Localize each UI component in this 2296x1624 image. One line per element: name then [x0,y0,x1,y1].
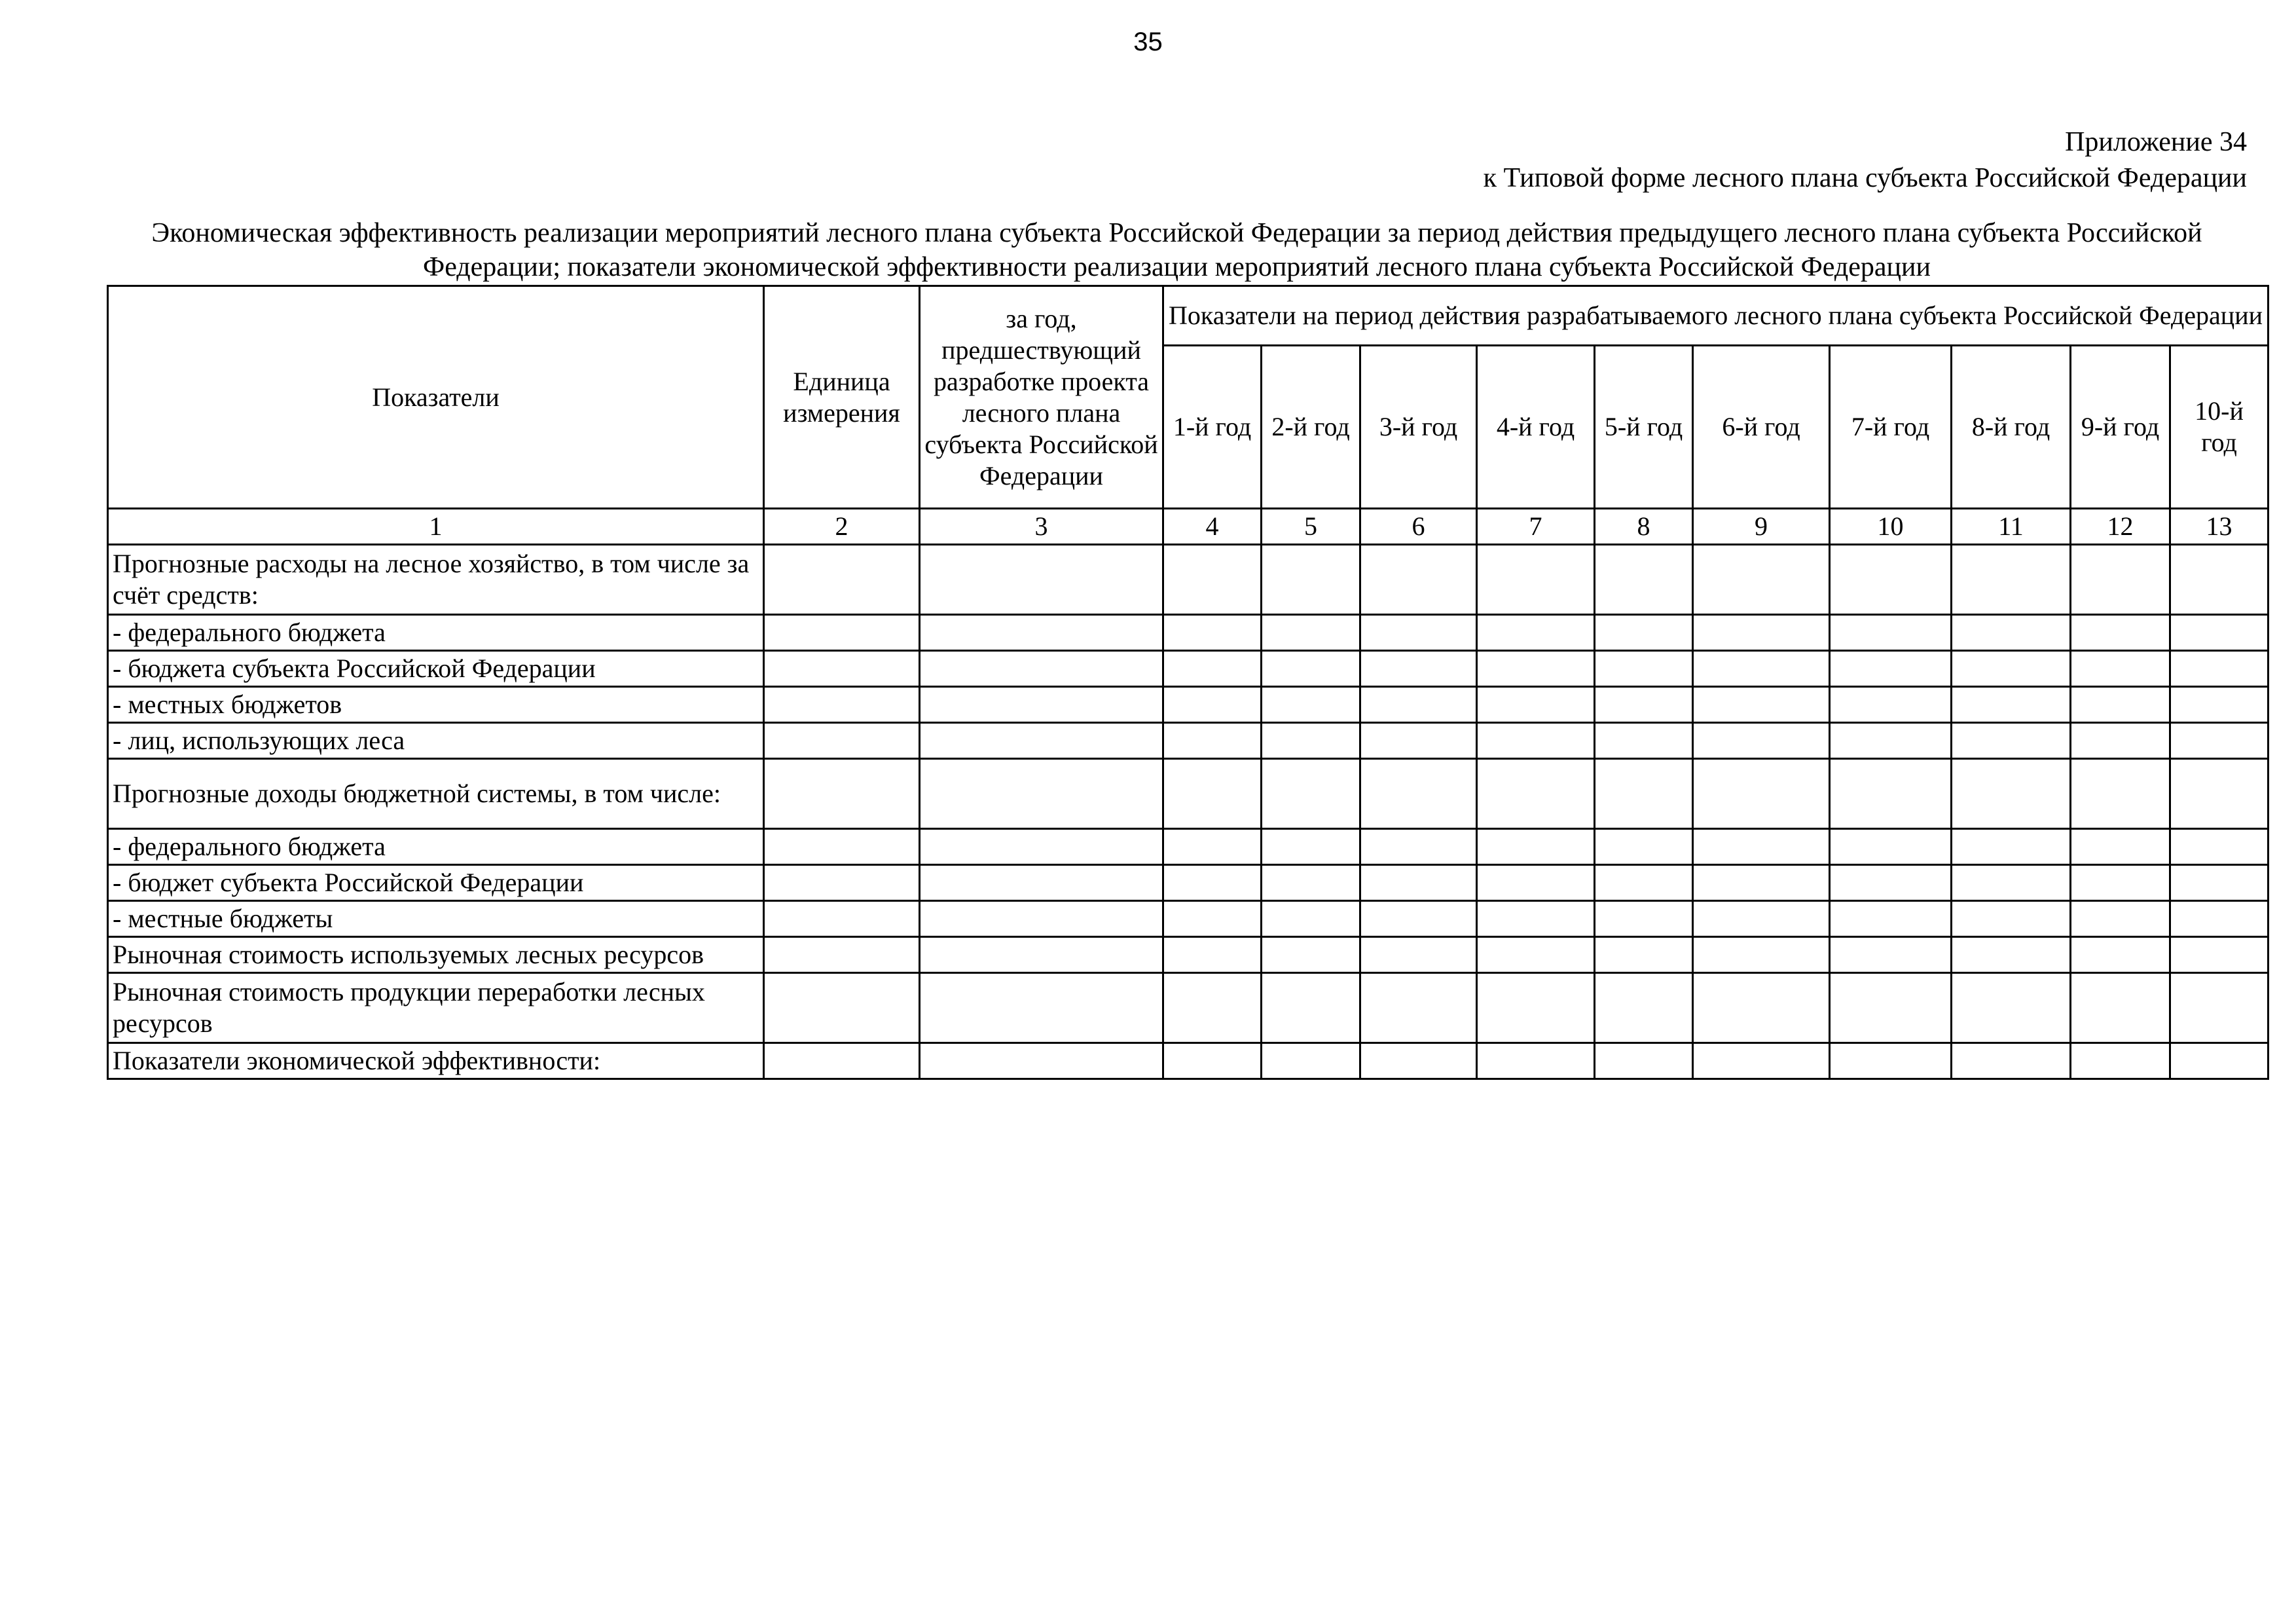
table-cell [1163,829,1262,865]
table-cell [920,1043,1163,1079]
header-year: 2-й год [1262,346,1360,509]
table-cell [2170,723,2269,759]
table-cell [1163,759,1262,829]
table-cell [920,651,1163,687]
appendix-line-2: к Типовой форме лесного плана субъекта Российской Федерации [1483,163,2247,193]
table-cell [1595,973,1693,1043]
header-year: 3-й год [1360,346,1477,509]
column-number: 10 [1830,509,1952,545]
table-cell [1595,651,1693,687]
table-cell [2071,615,2170,651]
table-cell [1595,901,1693,937]
table-row [108,687,2269,723]
document-title: Экономическая эффективность реализации мероприятий лесного плана субъекта Российской Федерации за период действия предыдущего лесного плана субъекта Российской Федерации; показатели экономической эффективности реализации мероприятий лесного плана субъекта Российской Федерации [151,218,2202,282]
table-cell [920,687,1163,723]
row-label: Прогнозные расходы на лесное хозяйство, в том числе за счёт средств: [108,545,764,615]
table-cell [1360,865,1477,901]
table-cell [1595,937,1693,973]
row-label: Показатели экономической эффективности: [108,1043,764,1079]
table-cell [1262,759,1360,829]
header-year: 4-й год [1477,346,1595,509]
table-row [108,723,2269,759]
column-number: 1 [108,509,764,545]
table-cell [1830,615,1952,651]
header-prev-year: за год, предшествующий разработке проекта лесного плана субъекта Российской Федерации [920,286,1163,509]
column-number: 8 [1595,509,1693,545]
row-label: - местные бюджеты [108,901,764,937]
table-cell [1952,723,2071,759]
table-cell [1952,687,2071,723]
table-cell [1595,687,1693,723]
table-cell [764,651,920,687]
table-cell [1163,1043,1262,1079]
table-cell [1693,615,1830,651]
table-cell [1830,973,1952,1043]
table-cell [1830,687,1952,723]
table-cell [1952,901,2071,937]
column-number-row [108,509,2269,545]
table-cell [764,723,920,759]
table-cell [764,901,920,937]
table-cell [764,545,920,615]
table-cell [1477,651,1595,687]
table-cell [1360,759,1477,829]
table-cell [1163,937,1262,973]
table-cell [1477,865,1595,901]
table-row [108,615,2269,651]
column-number: 6 [1360,509,1477,545]
row-label: - местных бюджетов [108,687,764,723]
table-row [108,973,2269,1043]
table-cell [1595,545,1693,615]
table-cell [1595,865,1693,901]
table-row [108,829,2269,865]
header-year: 6-й год [1693,346,1830,509]
table-cell [1163,865,1262,901]
table-cell [1595,615,1693,651]
table-cell [764,615,920,651]
row-label: Прогнозные доходы бюджетной системы, в том числе: [108,759,764,829]
table-cell [2170,973,2269,1043]
table-cell [1262,937,1360,973]
table-cell [1952,759,2071,829]
table-cell [1360,615,1477,651]
table-cell [1952,937,2071,973]
table-row [108,545,2269,615]
row-label: - бюджет субъекта Российской Федерации [108,865,764,901]
table-row [108,1043,2269,1079]
table-cell [1163,973,1262,1043]
table-cell [2170,901,2269,937]
table-cell [2071,829,2170,865]
table-cell [1477,1043,1595,1079]
table-cell [2170,829,2269,865]
table-cell [2071,973,2170,1043]
appendix-note [1484,124,2247,196]
column-number: 9 [1693,509,1830,545]
table-cell [1477,937,1595,973]
table-cell [1163,651,1262,687]
row-label: - лиц, использующих леса [108,723,764,759]
table-cell [920,937,1163,973]
table-cell [2071,1043,2170,1079]
table-cell [1595,829,1693,865]
table-cell [2170,687,2269,723]
table-cell [2170,1043,2269,1079]
table-cell [1595,723,1693,759]
header-year: 10-й год [2170,346,2269,509]
table-cell [2071,937,2170,973]
table-cell [1952,615,2071,651]
table-cell [764,759,920,829]
header-year: 5-й год [1595,346,1693,509]
row-label: - федерального бюджета [108,829,764,865]
table-cell [1477,723,1595,759]
table-cell [1262,865,1360,901]
table-cell [1595,759,1693,829]
table-cell [2170,545,2269,615]
column-number: 12 [2071,509,2170,545]
header-year: 7-й год [1830,346,1952,509]
table-cell [1952,973,2071,1043]
table-cell [1163,615,1262,651]
table-cell [1360,651,1477,687]
row-label: Рыночная стоимость продукции переработки лесных ресурсов [108,973,764,1043]
table-cell [1360,687,1477,723]
table-cell [1262,687,1360,723]
table-cell [1830,545,1952,615]
page-number: 35 [1133,28,1163,56]
table-cell [1693,901,1830,937]
table-cell [1693,759,1830,829]
efficiency-table [107,285,2269,1080]
table-cell [764,687,920,723]
table-cell [1262,901,1360,937]
table-cell [1693,865,1830,901]
table-cell [764,937,920,973]
column-number: 13 [2170,509,2269,545]
table-cell [1360,937,1477,973]
table-cell [920,615,1163,651]
table-cell [1952,545,2071,615]
table-cell [1830,937,1952,973]
table-cell [1262,829,1360,865]
table-cell [2071,759,2170,829]
table-cell [764,973,920,1043]
table-cell [1477,973,1595,1043]
table-cell [1262,651,1360,687]
table-cell [1830,865,1952,901]
table-cell [1952,865,2071,901]
table-row [108,759,2269,829]
table-row [108,937,2269,973]
table-cell [920,865,1163,901]
table-cell [2170,615,2269,651]
table-cell [1693,829,1830,865]
table-cell [1830,759,1952,829]
table-cell [2170,937,2269,973]
table-cell [2170,651,2269,687]
table-cell [1262,545,1360,615]
table-cell [2170,759,2269,829]
table-row [108,865,2269,901]
table-cell [1163,723,1262,759]
table-cell [1595,1043,1693,1079]
table-cell [1952,651,2071,687]
header-year: 9-й год [2071,346,2170,509]
table-row [108,901,2269,937]
table-cell [1262,723,1360,759]
table-cell [1360,723,1477,759]
table-cell [2071,865,2170,901]
table-cell [1952,829,2071,865]
appendix-line-1: Приложение 34 [2065,127,2247,157]
header-year: 8-й год [1952,346,2071,509]
table-cell [920,759,1163,829]
table-cell [1693,1043,1830,1079]
header-year: 1-й год [1163,346,1262,509]
table-cell [1262,615,1360,651]
table-cell [920,723,1163,759]
table-cell [1163,545,1262,615]
table-cell [1360,545,1477,615]
column-number: 3 [920,509,1163,545]
header-unit: Единица измерения [764,286,920,509]
table-cell [920,901,1163,937]
table-cell [1477,545,1595,615]
column-number: 11 [1952,509,2071,545]
table-cell [1830,651,1952,687]
table-cell [1693,545,1830,615]
table-cell [764,829,920,865]
table-cell [1477,759,1595,829]
table-cell [1830,1043,1952,1079]
table-cell [1477,829,1595,865]
row-label: - федерального бюджета [108,615,764,651]
table-cell [1693,723,1830,759]
column-number: 4 [1163,509,1262,545]
column-number: 7 [1477,509,1595,545]
table-cell [2071,901,2170,937]
table-cell [1830,829,1952,865]
table-cell [1163,901,1262,937]
row-label: - бюджета субъекта Российской Федерации [108,651,764,687]
table-cell [1360,973,1477,1043]
table-cell [920,545,1163,615]
table-cell [920,829,1163,865]
table-cell [1360,901,1477,937]
table-cell [2071,723,2170,759]
table-cell [1477,687,1595,723]
column-number: 5 [1262,509,1360,545]
table-cell [1693,651,1830,687]
table-cell [1360,829,1477,865]
table-cell [1830,723,1952,759]
table-cell [1477,615,1595,651]
table-cell [1693,687,1830,723]
table-cell [2071,687,2170,723]
table-cell [2071,545,2170,615]
table-cell [1830,901,1952,937]
table-cell [764,1043,920,1079]
column-number: 2 [764,509,920,545]
table-cell [920,973,1163,1043]
table-cell [764,865,920,901]
table-cell [1163,687,1262,723]
table-cell [1693,937,1830,973]
header-indicators: Показатели [108,286,764,509]
header-period: Показатели на период действия разрабатываемого лесного плана субъекта Российской Федерации [1163,286,2269,346]
row-label: Рыночная стоимость используемых лесных ресурсов [108,937,764,973]
table-cell [1693,973,1830,1043]
table-cell [1477,901,1595,937]
table-cell [1952,1043,2071,1079]
table-cell [1262,973,1360,1043]
table-cell [2071,651,2170,687]
table-cell [2170,865,2269,901]
table-cell [1262,1043,1360,1079]
table-row [108,651,2269,687]
table-cell [1360,1043,1477,1079]
